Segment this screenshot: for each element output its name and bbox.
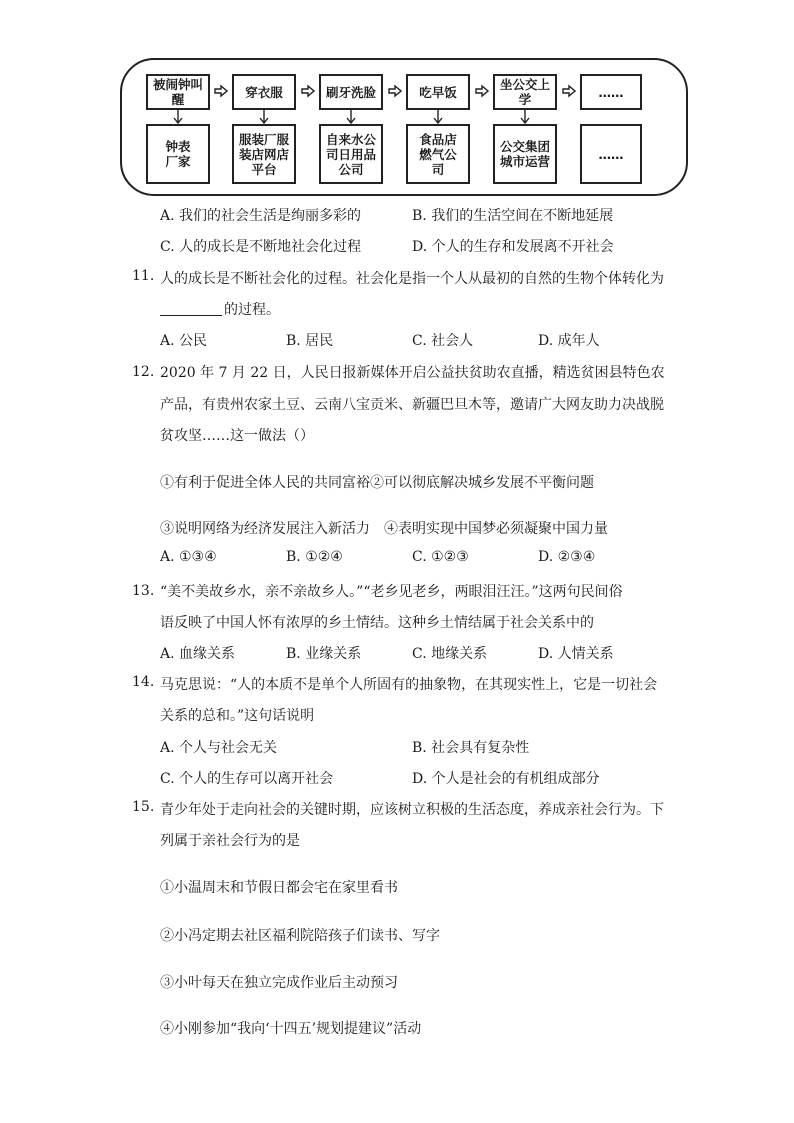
q11-option-c: C. 社会人 — [412, 333, 474, 349]
right-arrow-icon — [475, 84, 489, 98]
bottom-box-5: 公交集团城市运营 — [493, 124, 557, 184]
bottom-box-6: …… — [580, 124, 642, 184]
q14-option-b: B. 社会具有复杂性 — [412, 740, 530, 756]
q13-option-a: A. 血缘关系 — [160, 646, 236, 662]
down-arrow-icon — [259, 110, 269, 124]
right-arrow-icon — [562, 84, 576, 98]
q15-statement-4: ④小刚参加“我向‘十四五’规划提建议”活动 — [160, 1021, 422, 1037]
q10-option-d: D. 个人的生存和发展离不开社会 — [412, 239, 614, 255]
q13-stem-line1: “美不美故乡水，亲不亲故乡人。”“老乡见老乡，两眼泪汪汪。”这两句民间俗 — [160, 584, 623, 600]
down-arrow-icon — [520, 110, 530, 124]
q12-statements-1: ①有利于促进全体人民的共同富裕②可以彻底解决城乡发展不平衡问题 — [160, 475, 594, 491]
bottom-box-2: 服装厂服装店网店平台 — [232, 124, 296, 184]
q12-stem-line1: 2020 年 7 月 22 日，人民日报新媒体开启公益扶贫助农直播，精选贫困县特色农 — [160, 365, 665, 381]
q10-option-c: C. 人的成长是不断地社会化过程 — [160, 239, 362, 255]
q12-statements-2: ③说明网络为经济发展注入新活力 ④表明实现中国梦必须凝聚中国力量 — [160, 521, 608, 537]
q11-stem-line2: 的过程。 — [160, 299, 280, 319]
q13-option-b: B. 业缘关系 — [286, 646, 362, 662]
q15-statement-2: ②小冯定期去社区福利院陪孩子们读书、写字 — [160, 928, 440, 944]
q12-option-c: C. ①②③ — [412, 549, 469, 565]
q11-option-a: A. 公民 — [160, 333, 208, 349]
bottom-box-1: 钟表厂家 — [146, 124, 210, 184]
top-box-6: …… — [580, 74, 642, 110]
q14-stem-line2: 关系的总和。”这句话说明 — [160, 708, 315, 724]
q11-number: 11. — [132, 268, 155, 284]
q15-statement-1: ①小温周末和节假日都会宅在家里看书 — [160, 880, 398, 896]
q12-number: 12. — [132, 364, 155, 380]
top-box-1: 被闹钟叫醒 — [146, 74, 210, 110]
down-arrow-icon — [173, 110, 183, 124]
q13-stem-line2: 语反映了中国人怀有浓厚的乡土情结。这种乡土情结属于社会关系中的 — [160, 615, 594, 631]
q15-stem-line2: 列属于亲社会行为的是 — [160, 833, 300, 849]
bottom-box-3: 自来水公司日用品公司 — [319, 124, 383, 184]
q11-option-b: B. 居民 — [286, 333, 334, 349]
top-box-5: 坐公交上学 — [493, 74, 557, 110]
top-box-4: 吃早饭 — [406, 74, 470, 110]
down-arrow-icon — [433, 110, 443, 124]
q14-option-a: A. 个人与社会无关 — [160, 740, 278, 756]
answer-blank — [160, 315, 222, 316]
q12-option-b: B. ①②④ — [286, 549, 343, 565]
q15-statement-3: ③小叶每天在独立完成作业后主动预习 — [160, 975, 398, 991]
q12-option-d: D. ②③④ — [538, 549, 596, 565]
q10-option-a: A. 我们的社会生活是绚丽多彩的 — [160, 208, 362, 224]
q15-number: 15. — [132, 799, 155, 815]
right-arrow-icon — [388, 84, 402, 98]
q15-stem-line1: 青少年处于走向社会的关键时期，应该树立积极的生活态度，养成亲社会行为。下 — [160, 802, 664, 818]
q14-option-d: D. 个人是社会的有机组成部分 — [412, 771, 600, 787]
right-arrow-icon — [301, 84, 315, 98]
q12-option-a: A. ①③④ — [160, 549, 217, 565]
right-arrow-icon — [214, 84, 228, 98]
q11-stem-line1: 人的成长是不断社会化的过程。社会化是指一个人从最初的自然的生物个体转化为 — [160, 271, 664, 287]
q14-option-c: C. 个人的生存可以离开社会 — [160, 771, 334, 787]
q11-option-d: D. 成年人 — [538, 333, 600, 349]
q13-option-d: D. 人情关系 — [538, 646, 614, 662]
q13-option-c: C. 地缘关系 — [412, 646, 488, 662]
q10-option-b: B. 我们的生活空间在不断地延展 — [412, 208, 614, 224]
q12-stem-line2: 产品，有贵州农家土豆、云南八宝贡米、新疆巴旦木等，邀请广大网友助力决战脱 — [160, 397, 664, 413]
top-box-2: 穿衣服 — [232, 74, 296, 110]
bottom-box-4: 食品店燃气公司 — [406, 124, 470, 184]
q14-stem-line1: 马克思说：“人的本质不是单个人所固有的抽象物，在其现实性上，它是一切社会 — [160, 677, 658, 693]
down-arrow-icon — [346, 110, 356, 124]
q12-stem-line3: 贫攻坚……这一做法（） — [160, 428, 314, 444]
q13-number: 13. — [132, 583, 155, 599]
flow-diagram — [120, 58, 688, 196]
top-box-3: 刷牙洗脸 — [319, 74, 383, 110]
q14-number: 14. — [132, 674, 155, 690]
